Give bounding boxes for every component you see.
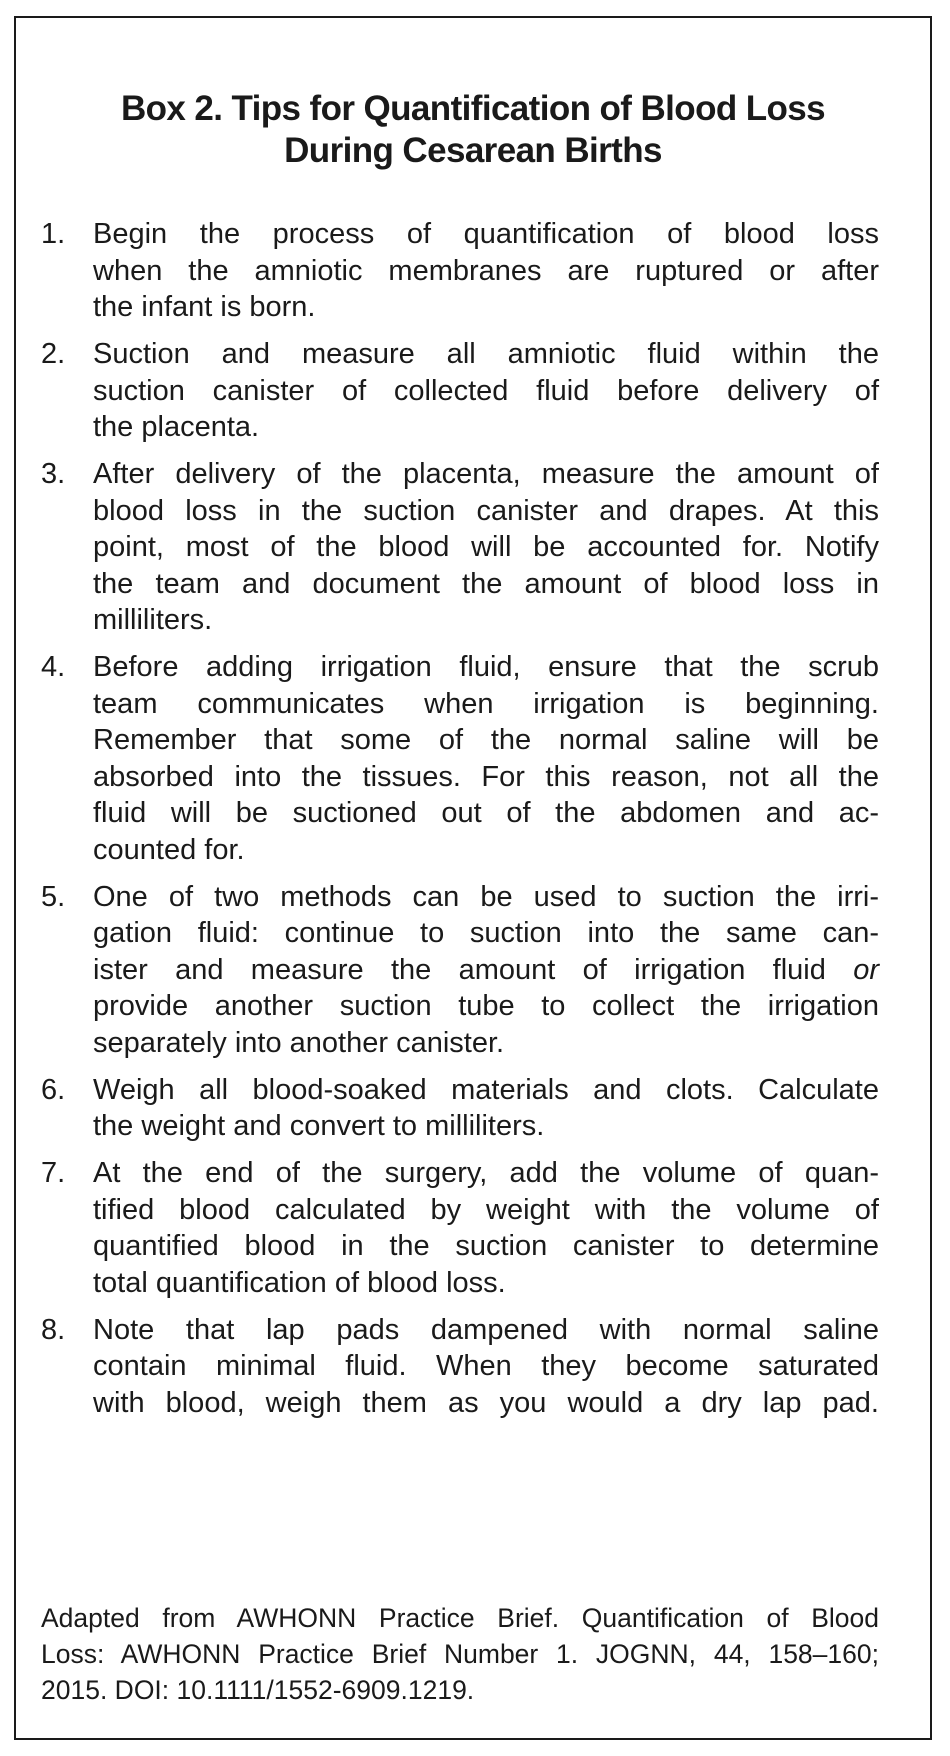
item-line: At the end of the surgery, add the volume of quan- [93, 1157, 879, 1189]
list-item [41, 1155, 879, 1301]
item-line: separately into another canister. [93, 1026, 505, 1059]
item-line: the team and document the amount of blood loss in [93, 567, 879, 600]
item-line: team communicates when irrigation is beginning. [93, 687, 879, 720]
item-line: counted for. [93, 833, 245, 866]
source-citation [41, 1600, 879, 1708]
box-title [16, 88, 930, 172]
item-line: the weight and convert to milliliters. [93, 1110, 545, 1142]
item-number: 5. [41, 880, 66, 913]
item-number: 8. [41, 1313, 66, 1346]
item-line: fluid will be suctioned out of the abdomen and ac- [93, 797, 879, 829]
item-line: Remember that some of the normal saline will be [93, 724, 879, 756]
item-line: the placenta. [93, 411, 260, 443]
list-item [41, 336, 879, 446]
item-line: provide another suction tube to collect the irrigation [93, 990, 879, 1022]
list-item [41, 649, 879, 868]
item-line: milliliters. [93, 604, 213, 636]
list-item [41, 456, 879, 639]
item-line: Before adding irrigation fluid, ensure that the scrub [93, 651, 879, 683]
item-line: Weigh all blood-soaked materials and clots. Calculate [93, 1073, 879, 1106]
item-line: Begin the process of quantification of blood loss [93, 218, 879, 250]
item-line-text: ister and measure the amount of irrigation fluid [93, 953, 826, 986]
item-line: total quantification of blood loss. [93, 1266, 506, 1299]
list-item [41, 1312, 879, 1422]
item-line: suction canister of collected fluid before delivery of [93, 374, 879, 407]
item-line: when the amniotic membranes are ruptured or after [93, 254, 879, 287]
citation-line: 2015. DOI: 10.1111/1552-6909.1219. [41, 1675, 475, 1705]
item-line: contain minimal fluid. When they become saturated [93, 1350, 879, 1382]
item-line: gation fluid: continue to suction into the same can- [93, 917, 879, 949]
item-number: 6. [41, 1073, 66, 1106]
item-line: tified blood calculated by weight with the volume of [93, 1193, 879, 1226]
item-line: One of two methods can be used to suction the irri- [93, 880, 879, 913]
item-line: quantified blood in the suction canister to determine [93, 1230, 879, 1262]
item-number: 4. [41, 651, 66, 683]
item-line: the infant is born. [93, 291, 316, 323]
item-line [93, 952, 879, 989]
item-number: 1. [41, 218, 66, 250]
list-item [41, 1072, 879, 1145]
item-line: absorbed into the tissues. For this reason, not all the [93, 760, 879, 793]
item-number: 7. [41, 1157, 66, 1189]
citation-line: Adapted from AWHONN Practice Brief. Quantification of Blood [41, 1603, 879, 1633]
item-line: blood loss in the suction canister and drapes. At this [93, 494, 879, 527]
list-item [41, 216, 879, 326]
item-line: with blood, weigh them as you would a dry lap pad. [93, 1386, 879, 1419]
citation-line: Loss: AWHONN Practice Brief Number 1. JOGNN, 44, 158–160; [41, 1639, 879, 1669]
item-line: point, most of the blood will be accounted for. Notify [93, 531, 879, 563]
item-number: 2. [41, 338, 66, 370]
box-title-line-1: Box 2. Tips for Quantification of Blood Loss [120, 89, 826, 128]
box-title-line-2: During Cesarean Births [284, 131, 662, 170]
item-line: Suction and measure all amniotic fluid within the [93, 338, 879, 370]
item-line: After delivery of the placenta, measure the amount of [93, 458, 879, 490]
item-line: Note that lap pads dampened with normal saline [93, 1313, 879, 1346]
italic-emphasis: or [853, 953, 879, 986]
item-number: 3. [41, 458, 66, 490]
tips-list [41, 216, 879, 1432]
list-item [41, 879, 879, 1062]
